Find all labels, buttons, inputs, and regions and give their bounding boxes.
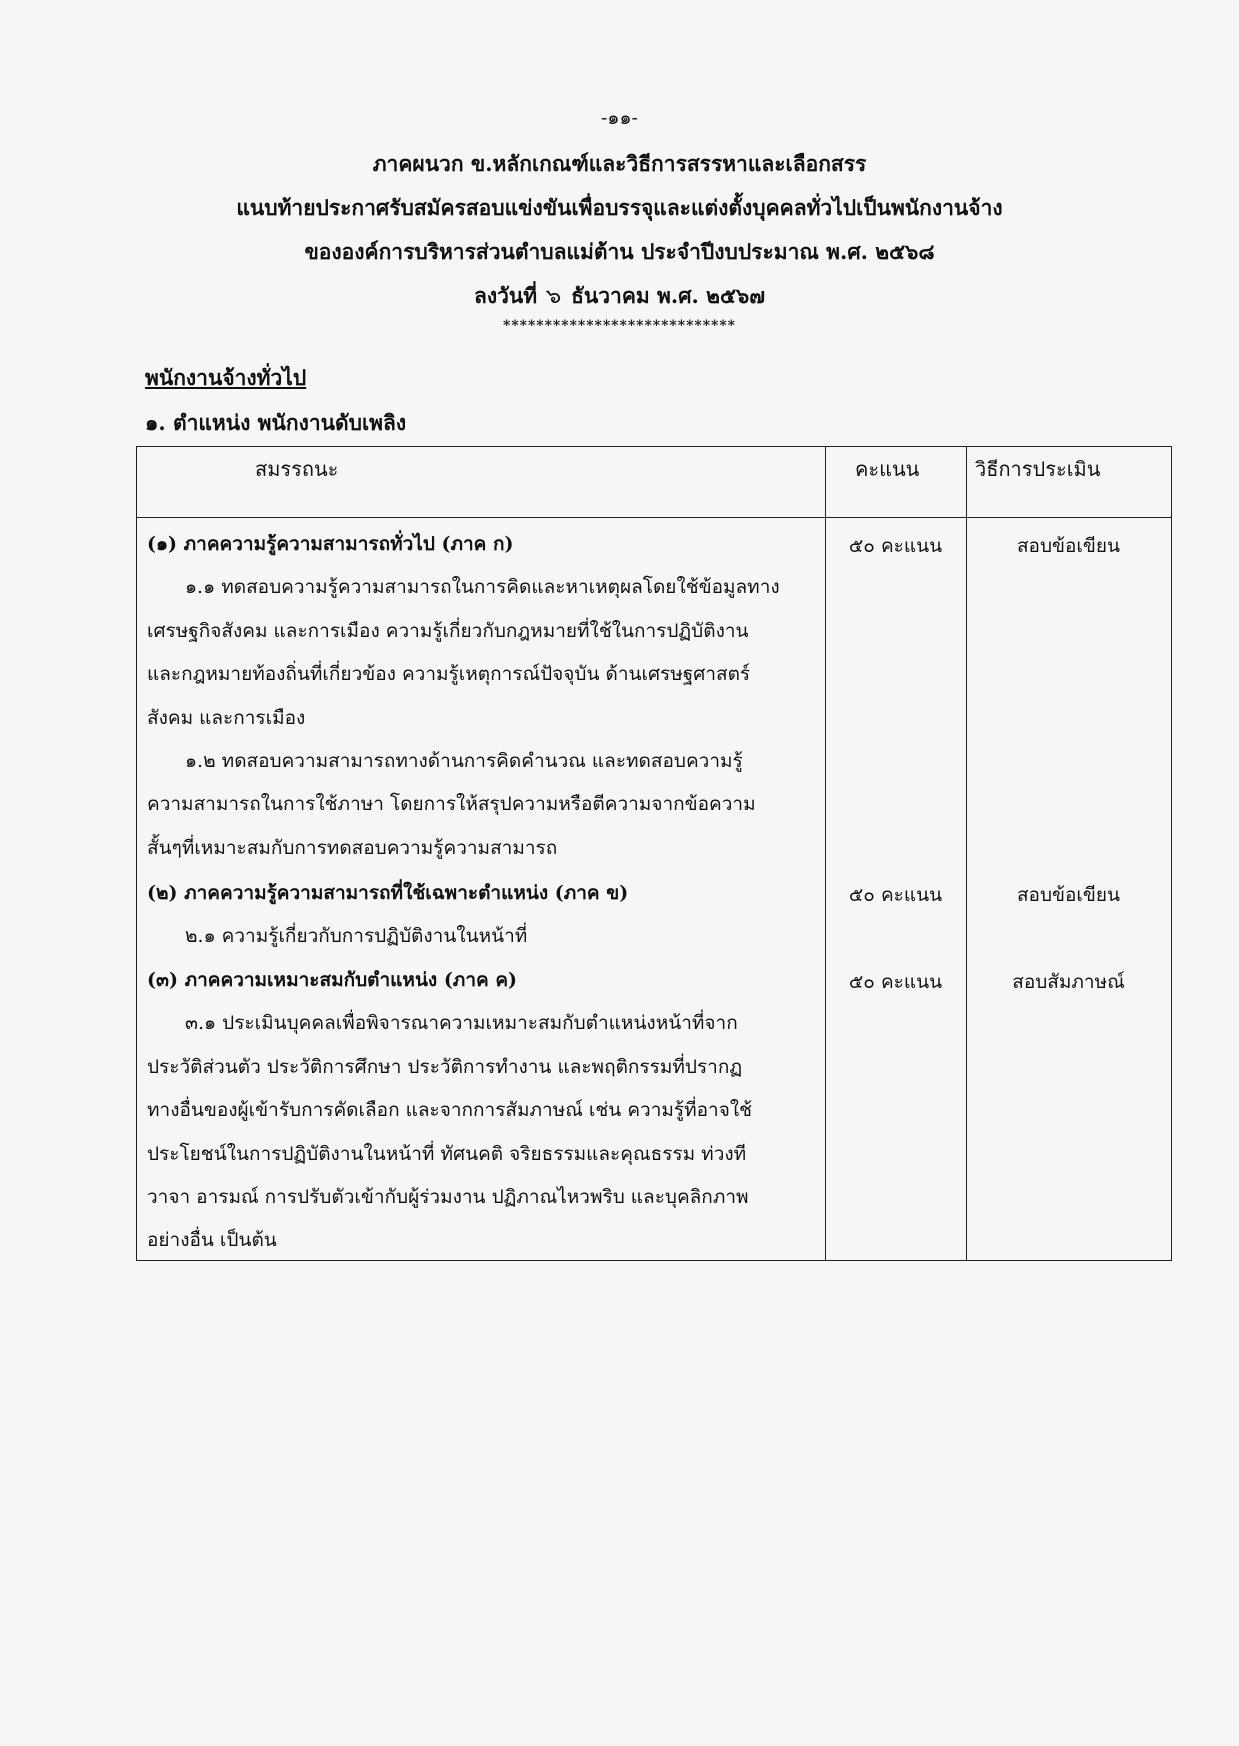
section-title: พนักงานจ้างทั่วไป bbox=[145, 365, 307, 390]
part-1-score: ๕๐ คะแนน bbox=[848, 535, 943, 557]
heading-date-line bbox=[0, 274, 1239, 319]
part-1-text bbox=[147, 523, 815, 870]
part-3-method: สอบสัมภาษณ์ bbox=[1012, 971, 1125, 993]
part-1-method: สอบข้อเขียน bbox=[1016, 535, 1121, 557]
item-line: สั้นๆที่เหมาะสมกับการทดสอบความรู้ความสามารถ bbox=[147, 836, 558, 859]
part-title: (๑) ภาคความรู้ความสามารถทั่วไป (ภาค ก) bbox=[147, 533, 514, 555]
part-2-method: สอบข้อเขียน bbox=[1016, 884, 1121, 906]
page-number: -๑๑- bbox=[601, 107, 638, 129]
criteria-table bbox=[136, 446, 1172, 1261]
item-line: ประวัติส่วนตัว ประวัติการศึกษา ประวัติการทำงาน และพฤติกรรมที่ปรากฏ bbox=[147, 1055, 743, 1078]
item-line: อย่างอื่น เป็นต้น bbox=[147, 1229, 277, 1252]
item-line: และกฎหมายท้องถิ่นที่เกี่ยวข้อง ความรู้เหตุการณ์ปัจจุบัน ด้านเศรษฐศาสตร์ bbox=[147, 663, 751, 686]
date-prefix: ลงวันที่ bbox=[473, 283, 538, 308]
part-2-text bbox=[147, 872, 815, 959]
header-score: คะแนน bbox=[855, 457, 920, 481]
document-heading bbox=[0, 142, 1239, 319]
item-line: ๒.๑ ความรู้เกี่ยวกับการปฏิบัติงานในหน้าที่ bbox=[185, 925, 528, 948]
column-divider-2 bbox=[966, 447, 967, 1260]
item-line: ประโยชน์ในการปฏิบัติงานในหน้าที่ ทัศนคติ จริยธรรมและคุณธรรม ท่วงที bbox=[147, 1142, 747, 1165]
item-line: วาจา อารมณ์ การปรับตัวเข้ากับผู้ร่วมงาน ปฏิภาณไหวพริบ และบุคลิกภาพ bbox=[147, 1186, 749, 1209]
part-title: (๓) ภาคความเหมาะสมกับตำแหน่ง (ภาค ค) bbox=[147, 969, 518, 991]
item-line: ๑.๑ ทดสอบความรู้ความสามารถในการคิดและหาเหตุผลโดยใช้ข้อมูลทาง bbox=[185, 576, 780, 599]
header-competency: สมรรถนะ bbox=[255, 457, 339, 481]
part-title: (๒) ภาคความรู้ความสามารถที่ใช้เฉพาะตำแหน่ง (ภาค ข) bbox=[147, 882, 629, 904]
item-line: ความสามารถในการใช้ภาษา โดยการให้สรุปความหรือตีความจากข้อความ bbox=[147, 793, 756, 816]
part-3-score: ๕๐ คะแนน bbox=[848, 971, 943, 993]
heading-line-1: ภาคผนวก ข.หลักเกณฑ์และวิธีการสรรหาและเลือกสรร bbox=[372, 151, 867, 176]
header-method: วิธีการประเมิน bbox=[975, 457, 1101, 481]
heading-line-3: ขององค์การบริหารส่วนตำบลแม่ต้าน ประจำปีงบประมาณ พ.ศ. ๒๕๖๘ bbox=[304, 239, 935, 264]
date-day-handwritten: ๖ bbox=[544, 282, 564, 311]
separator-stars: **************************** bbox=[503, 318, 736, 334]
column-divider-1 bbox=[825, 447, 826, 1260]
item-line: สังคม และการเมือง bbox=[147, 706, 306, 729]
part-2-score: ๕๐ คะแนน bbox=[848, 884, 943, 906]
item-line: ๓.๑ ประเมินบุคคลเพื่อพิจารณาความเหมาะสมกับตำแหน่งหน้าที่จาก bbox=[185, 1012, 738, 1035]
date-suffix: ธันวาคม พ.ศ. ๒๕๖๗ bbox=[571, 283, 765, 308]
position-title: ๑. ตำแหน่ง พนักงานดับเพลิง bbox=[145, 410, 407, 435]
item-line: เศรษฐกิจสังคม และการเมือง ความรู้เกี่ยวกับกฎหมายที่ใช้ในการปฏิบัติงาน bbox=[147, 619, 749, 642]
item-line: ทางอื่นของผู้เข้ารับการคัดเลือก และจากการสัมภาษณ์ เช่น ความรู้ที่อาจใช้ bbox=[147, 1099, 753, 1122]
heading-line-2: แนบท้ายประกาศรับสมัครสอบแข่งขันเพื่อบรรจุและแต่งตั้งบุคคลทั่วไปเป็นพนักงานจ้าง bbox=[236, 195, 1003, 220]
item-line: ๑.๒ ทดสอบความสามารถทางด้านการคิดคำนวณ และทดสอบความรู้ bbox=[185, 750, 743, 773]
part-3-text bbox=[147, 959, 815, 1263]
header-divider bbox=[137, 517, 1171, 518]
